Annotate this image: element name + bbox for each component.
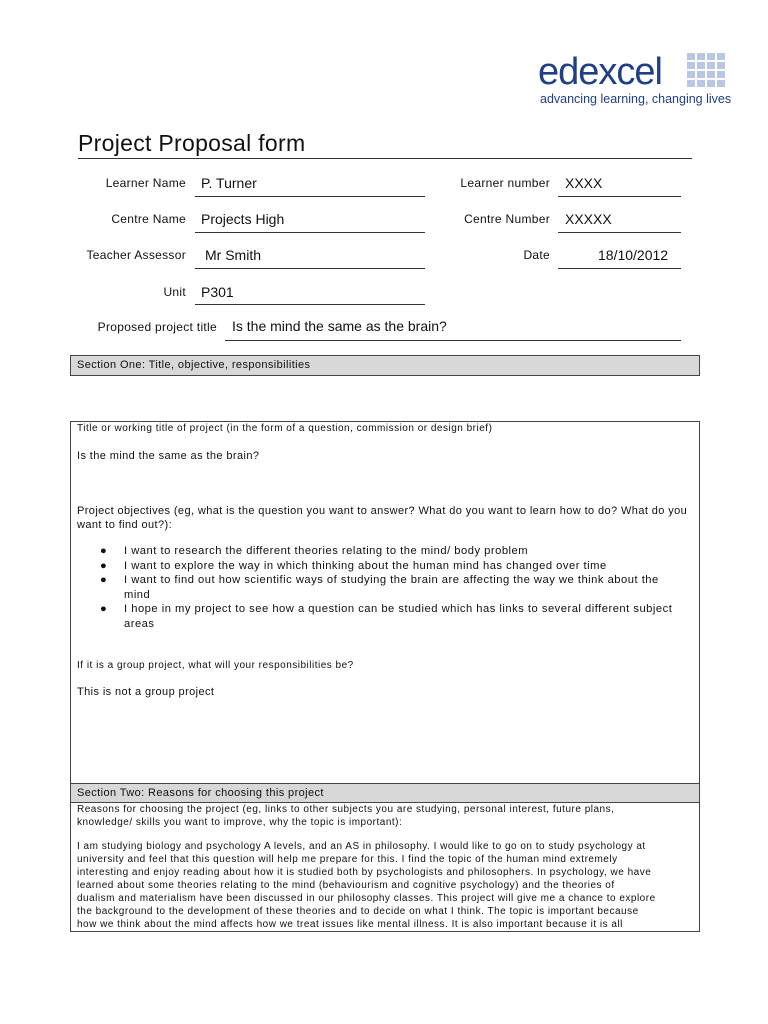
group-prompt: If it is a group project, what will your responsibilities be?: [77, 660, 354, 671]
bullet-icon: ●: [100, 545, 108, 557]
centre-name-underline: [195, 232, 425, 233]
objective-text: I hope in my project to see how a question can be studied which has links to several different subject areas: [124, 603, 673, 630]
centre-number-label: Centre Number: [464, 212, 550, 226]
section-one-heading: Section One: Title, objective, responsibilities: [70, 355, 700, 376]
unit-label: Unit: [163, 285, 186, 299]
learner-number-underline: [558, 196, 681, 197]
teacher-assessor-label: Teacher Assessor: [86, 248, 186, 262]
reasons-prompt: [77, 803, 697, 829]
learner-name-value[interactable]: P. Turner: [201, 175, 257, 191]
reasons-line: dualism and materialism have been discussed in our philosophy classes. This project will give me a chance to explore: [77, 893, 656, 904]
bullet-icon: ●: [100, 603, 108, 616]
reasons-line: learned about some theories relating to the mind (behaviourism and cognitive psychology) and the theories of: [77, 880, 615, 891]
objectives-list: [78, 544, 688, 632]
objective-text: I want to find out how scientific ways of studying the brain are affecting the way we think about the mind: [124, 574, 659, 601]
objectives-prompt: [77, 505, 697, 532]
reasons-prompt-line-1: Reasons for choosing the project (eg, links to other subjects you are studying, personal interest, future plans,: [77, 804, 615, 815]
centre-number-underline: [558, 232, 681, 233]
objective-text: I want to research the different theories relating to the mind/ body problem: [124, 545, 529, 557]
reasons-line: university and feel that this question will help me prepare for this. I find the topic of the human mind extremely: [77, 854, 618, 865]
edexcel-logo-wordmark: edexcel: [538, 51, 662, 93]
list-item: [78, 602, 688, 631]
date-underline: [558, 268, 681, 269]
learner-number-label: Learner number: [460, 176, 550, 190]
teacher-assessor-underline: [195, 268, 425, 269]
date-value[interactable]: 18/10/2012: [598, 247, 669, 263]
reasons-answer[interactable]: [77, 840, 697, 930]
proposed-title-value[interactable]: Is the mind the same as the brain?: [232, 318, 447, 334]
date-label: Date: [523, 248, 550, 262]
logo-tagline: advancing learning, changing lives: [540, 92, 732, 106]
list-item: [78, 573, 688, 602]
bullet-icon: ●: [100, 559, 108, 572]
section-two-heading: Section Two: Reasons for choosing this project: [70, 783, 700, 803]
centre-number-value[interactable]: XXXXX: [565, 211, 612, 227]
unit-value[interactable]: P301: [201, 284, 234, 300]
objectives-prompt-line-1: Project objectives (eg, what is the question you want to answer? What do you want to learn how to do? What do you: [77, 505, 688, 517]
centre-name-value[interactable]: Projects High: [201, 211, 285, 227]
reasons-line: how we think about the mind affects how we treat issues like mental illness. It is also important because it is all: [77, 919, 623, 930]
learner-name-underline: [195, 196, 425, 197]
reasons-line: I am studying biology and psychology A levels, and an AS in philosophy. I would like to go on to study psychology at: [77, 841, 646, 852]
objective-text: I want to explore the way in which thinking about the human mind has changed over time: [124, 559, 607, 572]
proposed-title-label: Proposed project title: [97, 320, 217, 334]
reasons-line: interesting and enjoy reading about how it is studied both by psychologists and philosophers. In psychology, we have: [77, 867, 652, 878]
list-item: [78, 544, 688, 559]
group-answer[interactable]: This is not a group project: [77, 686, 215, 698]
working-title-prompt: Title or working title of project (in the form of a question, commission or design brief): [77, 423, 493, 434]
objectives-prompt-line-2: want to find out?):: [77, 518, 173, 531]
reasons-prompt-line-2: knowledge/ skills you want to improve, why the topic is important):: [77, 817, 403, 828]
page-title: Project Proposal form: [78, 130, 306, 156]
logo-grid-icon: [687, 53, 725, 87]
learner-number-value[interactable]: XXXX: [565, 175, 603, 191]
list-item: [78, 559, 688, 574]
learner-name-label: Learner Name: [105, 176, 186, 190]
bullet-icon: ●: [100, 574, 108, 587]
proposed-title-underline: [225, 340, 681, 341]
unit-underline: [195, 304, 425, 305]
working-title-answer[interactable]: Is the mind the same as the brain?: [77, 450, 260, 462]
reasons-line: the background to the development of these theories and to decide on what I think. The topic is important because: [77, 906, 639, 917]
title-divider: [78, 158, 692, 159]
teacher-assessor-value[interactable]: Mr Smith: [205, 247, 261, 263]
centre-name-label: Centre Name: [111, 212, 186, 226]
